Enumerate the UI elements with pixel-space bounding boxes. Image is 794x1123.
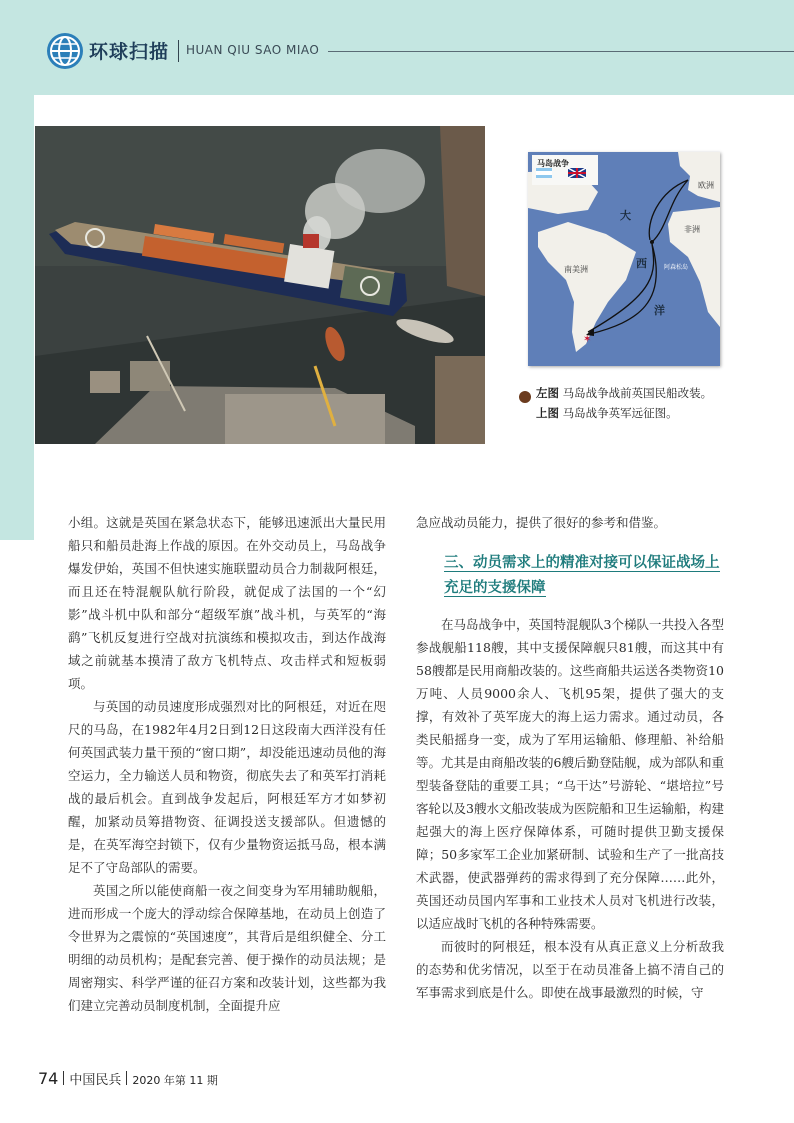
footer-divider — [63, 1071, 64, 1085]
article-right-column — [416, 511, 724, 1004]
caption-left-text: 马岛战争战前英国民船改装。 — [562, 386, 713, 400]
label-south-america: 南美洲 — [564, 265, 588, 274]
label-europe: 欧洲 — [698, 181, 714, 190]
label-africa: 非洲 — [684, 225, 700, 234]
section-subtitle: HUAN QIU SAO MIAO — [186, 43, 320, 57]
section-heading — [416, 551, 724, 601]
section-title: 环球扫描 — [89, 41, 170, 63]
footer-divider — [126, 1071, 127, 1085]
label-ocean-1: 大 — [620, 209, 631, 222]
caption-left — [536, 385, 712, 401]
side-band — [0, 95, 34, 540]
label-ocean-3: 洋 — [654, 304, 665, 317]
article-left-column — [68, 511, 386, 1017]
caption-top — [536, 405, 678, 421]
magazine-name: 中国民兵 — [69, 1073, 122, 1088]
issue-label: 2020 年第 11 期 — [132, 1074, 218, 1087]
caption-bullet — [519, 391, 531, 403]
ship-conversion-photo — [35, 126, 485, 444]
paragraph: 在马岛战争中，英国特混舰队3个梯队一共投入各型参战舰船118艘，其中支援保障舰只81艘，而这其中有58艘都是民用商船改装的。这些商船共运送各类物资10万吨、人员9000余人、飞机95架，提供了强大的支撑，有效补了英军庞大的海上运力需求。通过动员，各类民船摇身一变，成为了军用运输船、修理船、补给船等。尤其是由商船改装的6艘后勤登陆舰，成为部队和重型装备登陆的重要工具；“乌干达”号游轮、“堪培拉”号客轮以及3艘水文船改装成为医院船和卫生运输船，构建起强大的海上医疗保障体系，可随时提供卫勤支援保障；50多家军工企业加紧研制、试验和生产了一批高技术武器，使武器弹药的需求得到了充分保障……此外，英国还动员国内军事和工业技术人员对飞机进行改装，以适应战时飞机的各种特殊需要。 — [416, 617, 724, 931]
expedition-map — [528, 152, 720, 366]
caption-top-prefix: 上图 — [536, 406, 559, 420]
caption-top-text: 马岛战争英军远征图。 — [562, 406, 678, 420]
map-title: 马岛战争 — [537, 159, 569, 168]
paragraph: 而彼时的阿根廷，根本没有从真正意义上分析敌我的态势和优劣情况，以至于在动员准备上搞不清自己的军事需求到底是什么。即使在战事最激烈的时候，守 — [416, 939, 724, 1000]
title-divider — [178, 40, 179, 62]
caption-left-prefix: 左图 — [536, 386, 559, 400]
paragraph: 英国之所以能使商船一夜之间变身为军用辅助舰船，进而形成一个庞大的浮动综合保障基地，在动员上创造了令世界为之震惊的“英国速度”，其背后是组织健全、分工明细的动员机构；是配套完善、便于操作的动员法规；是周密翔实、科学严谨的征召方案和改装计划，这些都为我们建立完善动员制度机制，全面提升应 — [68, 883, 386, 1013]
svg-text:✶: ✶ — [583, 334, 592, 345]
page-number: 74 — [38, 1069, 59, 1088]
paragraph: 小组。这就是英国在紧急状态下，能够迅速派出大量民用船只和船员赴海上作战的原因。在外交动员上，马岛战争爆发伊始，英国不但快速实施联盟动员合力制裁阿根廷，而且还在特混舰队航行阶段，就促成了法国的一个“幻影”战斗机中队和部分“超级军旗”战斗机，与英军的“海鹞”飞机反复进行空战对抗演练和模拟攻击，到达作战海域之前就基本摸清了敌方飞机特点、攻击样式和短板弱项。 — [68, 515, 386, 691]
paragraph: 与英国的动员速度形成强烈对比的阿根廷，对近在咫尺的马岛，在1982年4月2日到12日这段南大西洋没有任何英国武装力量干预的“窗口期”，却没能迅速动员他的海空运力，全力输送人员和物资，彻底失去了和英军打消耗战的最后机会。直到战争发起后，阿根廷军方才如梦初醒，加紧动员筹措物资、征调投送支援部队。但遗憾的是，在英军海空封锁下，仅有少量物资运抵马岛，根本满足不了守岛部队的需要。 — [68, 699, 386, 875]
section-heading-text: 三、动员需求上的精准对接可以保证战场上充足的支援保障 — [444, 555, 720, 596]
label-ascension: 阿森松岛 — [664, 264, 689, 271]
page-footer — [38, 1069, 218, 1088]
globe-icon — [47, 33, 83, 69]
paragraph: 急应战动员能力，提供了很好的参考和借鉴。 — [416, 515, 667, 530]
header-rule — [328, 51, 794, 52]
label-ocean-2: 西 — [636, 257, 647, 270]
